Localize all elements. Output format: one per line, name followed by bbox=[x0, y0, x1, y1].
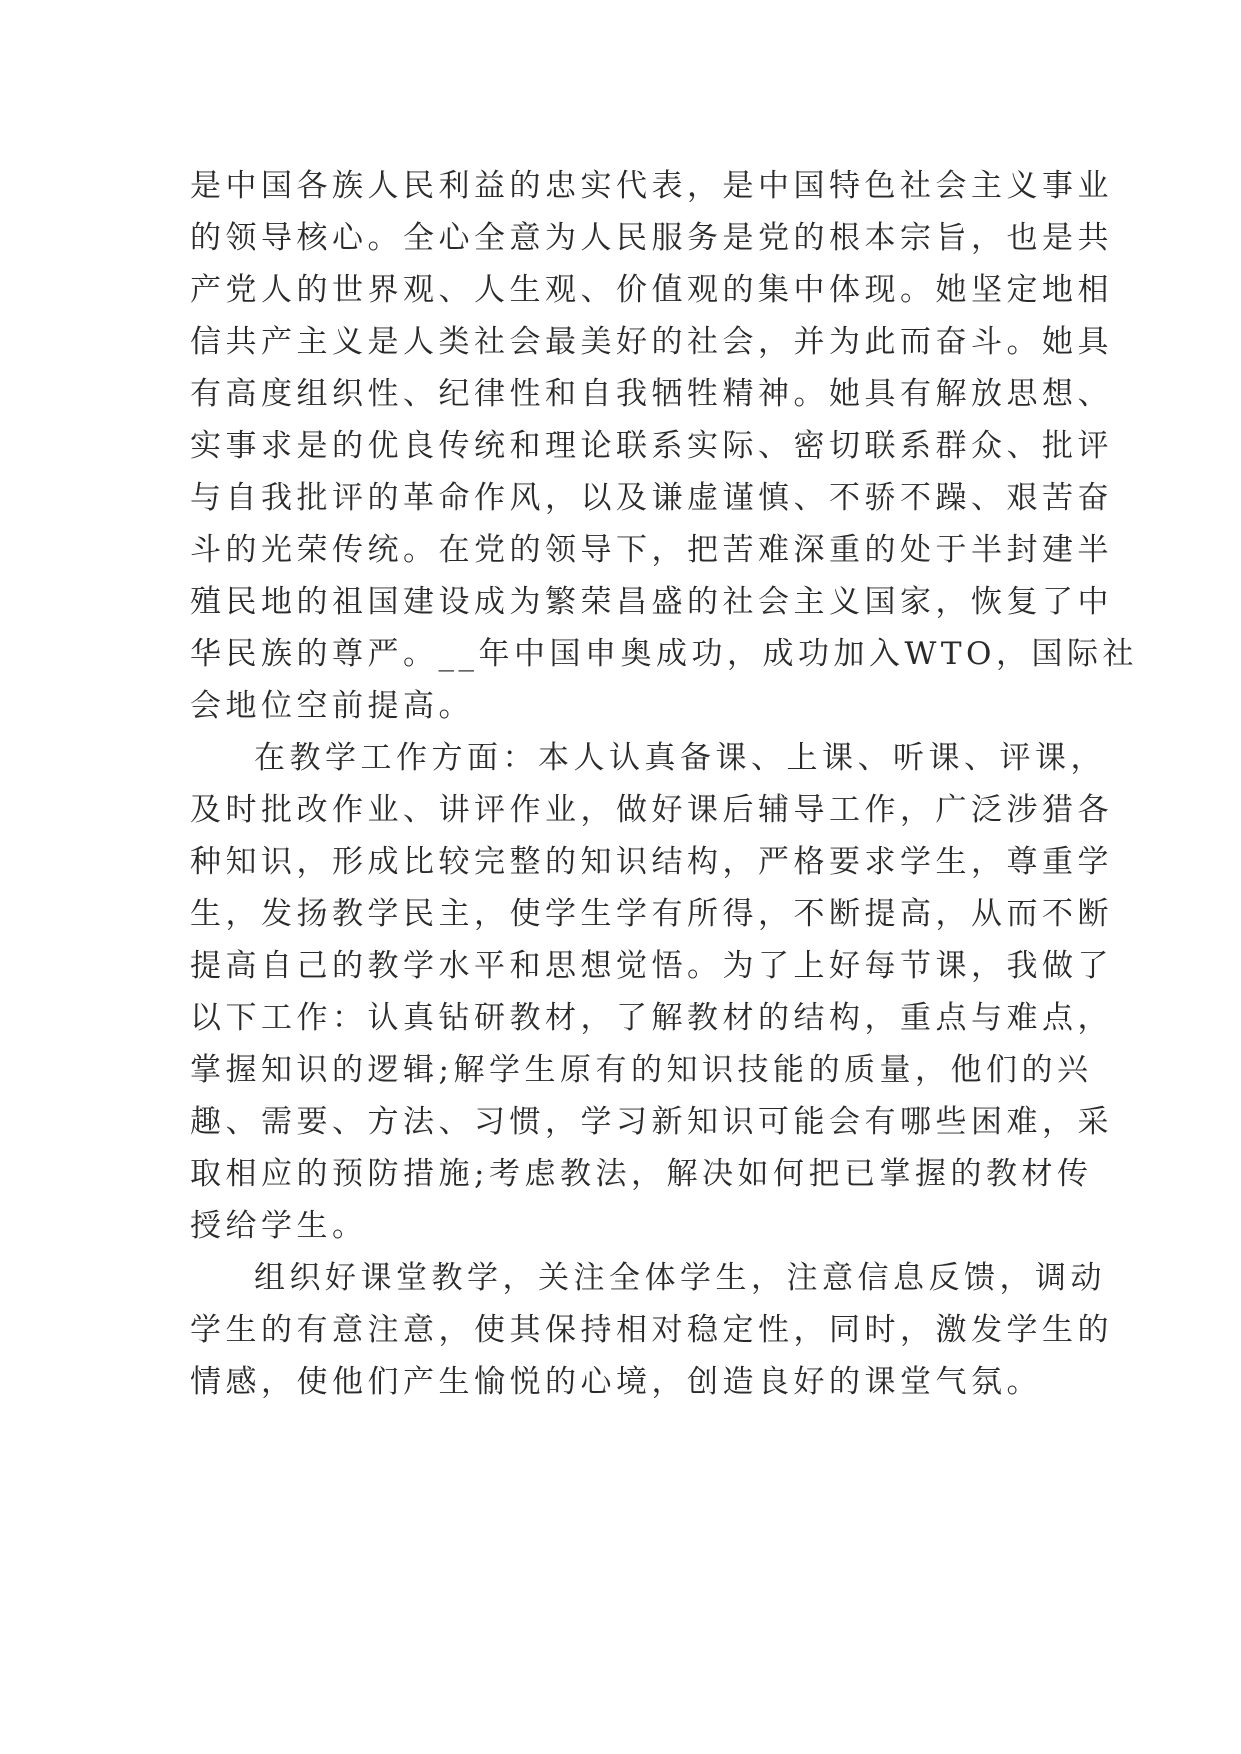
paragraph-line: 殖民地的祖国建设成为繁荣昌盛的社会主义国家，恢复了中 bbox=[190, 584, 1113, 620]
paragraph-2 bbox=[190, 732, 1113, 1252]
paragraph-line: 信共产主义是人类社会最美好的社会，并为此而奋斗。她具 bbox=[190, 324, 1113, 360]
paragraph-line: 提高自己的教学水平和思想觉悟。为了上好每节课，我做了 bbox=[190, 948, 1113, 984]
paragraph-line: 组织好课堂教学，关注全体学生，注意信息反馈，调动 bbox=[254, 1260, 1106, 1296]
paragraph-line: 在教学工作方面：本人认真备课、上课、听课、评课， bbox=[254, 740, 1106, 776]
paragraph-3 bbox=[190, 1252, 1113, 1408]
paragraph-line: 以下工作：认真钻研教材，了解教材的结构，重点与难点， bbox=[190, 1000, 1113, 1036]
paragraph-line: 学生的有意注意，使其保持相对稳定性，同时，激发学生的 bbox=[190, 1312, 1113, 1348]
paragraph-line: 是中国各族人民利益的忠实代表，是中国特色社会主义事业 bbox=[190, 168, 1113, 204]
paragraph-line: 会地位空前提高。 bbox=[190, 688, 474, 724]
paragraph-line: 与自我批评的革命作风，以及谦虚谨慎、不骄不躁、艰苦奋 bbox=[190, 480, 1113, 516]
paragraph-line: 及时批改作业、讲评作业，做好课后辅导工作，广泛涉猎各 bbox=[190, 792, 1113, 828]
paragraph-line: 产党人的世界观、人生观、价值观的集中体现。她坚定地相 bbox=[190, 272, 1113, 308]
document-body bbox=[190, 160, 1138, 1408]
paragraph-line: 华民族的尊严。__年中国申奥成功，成功加入WTO，国际社 bbox=[190, 636, 1138, 672]
paragraph-line: 掌握知识的逻辑;解学生原有的知识技能的质量，他们的兴 bbox=[190, 1052, 1093, 1088]
paragraph-line: 生，发扬教学民主，使学生学有所得，不断提高，从而不断 bbox=[190, 896, 1113, 932]
paragraph-line: 斗的光荣传统。在党的领导下，把苦难深重的处于半封建半 bbox=[190, 532, 1113, 568]
paragraph-line: 的领导核心。全心全意为人民服务是党的根本宗旨，也是共 bbox=[190, 220, 1113, 256]
paragraph-line: 种知识，形成比较完整的知识结构，严格要求学生，尊重学 bbox=[190, 844, 1113, 880]
paragraph-line: 有高度组织性、纪律性和自我牺牲精神。她具有解放思想、 bbox=[190, 376, 1113, 412]
paragraph-1 bbox=[190, 160, 1138, 732]
paragraph-line: 授给学生。 bbox=[190, 1208, 368, 1244]
paragraph-line: 实事求是的优良传统和理论联系实际、密切联系群众、批评 bbox=[190, 428, 1113, 464]
paragraph-line: 趣、需要、方法、习惯，学习新知识可能会有哪些困难，采 bbox=[190, 1104, 1113, 1140]
paragraph-line: 取相应的预防措施;考虑教法，解决如何把已掌握的教材传 bbox=[190, 1156, 1093, 1192]
paragraph-line: 情感，使他们产生愉悦的心境，创造良好的课堂气氛。 bbox=[190, 1364, 1042, 1400]
